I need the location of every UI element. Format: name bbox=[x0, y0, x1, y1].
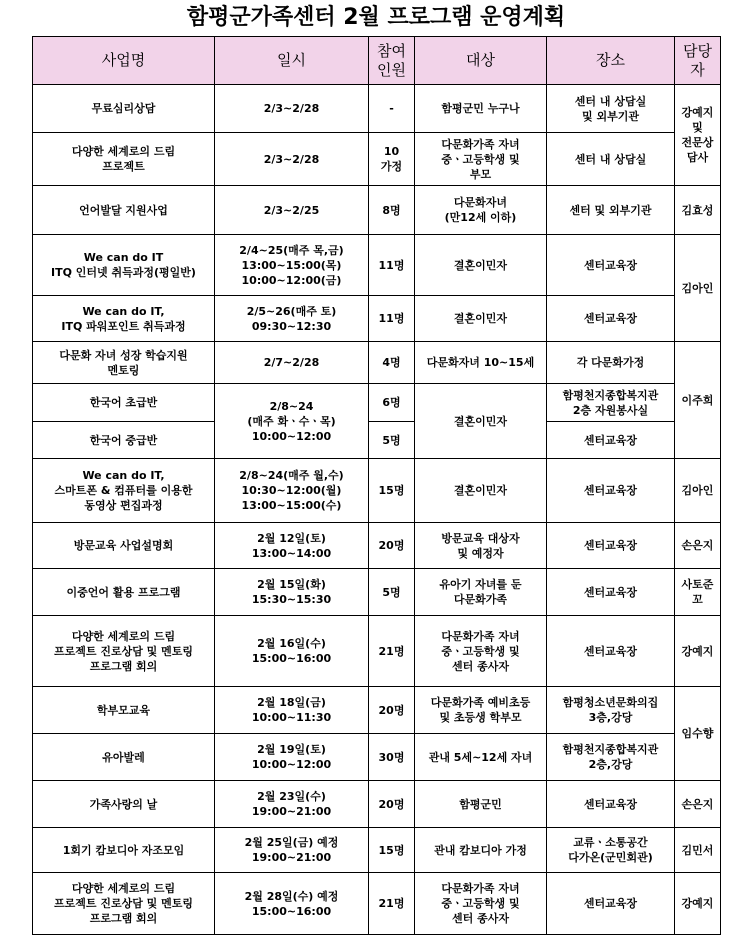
table-row bbox=[33, 296, 721, 342]
cell-datetime: 2월 19일(토) 10:00~12:00 bbox=[215, 734, 369, 781]
cell-place: 센터교육장 bbox=[547, 616, 675, 687]
cell-datetime: 2월 18일(금) 10:00~11:30 bbox=[215, 687, 369, 734]
cell-datetime: 2월 16일(수) 15:00~16:00 bbox=[215, 616, 369, 687]
cell-place: 교류ㆍ소통공간 다가온(군민회관) bbox=[547, 828, 675, 873]
cell-participants: 21명 bbox=[369, 616, 415, 687]
table-row bbox=[33, 616, 721, 687]
header-target: 대상 bbox=[415, 37, 547, 85]
cell-program: 다양한 세계로의 드림 프로젝트 진로상담 및 멘토링 프로그램 회의 bbox=[33, 873, 215, 935]
table-row bbox=[33, 873, 721, 935]
cell-target: 결혼이민자 bbox=[415, 459, 547, 523]
cell-manager: 손은지 bbox=[675, 781, 721, 828]
table-row bbox=[33, 384, 721, 422]
cell-place: 센터 및 외부기관 bbox=[547, 186, 675, 235]
header-datetime: 일시 bbox=[215, 37, 369, 85]
cell-manager: 김아인 bbox=[675, 235, 721, 342]
cell-participants: 15명 bbox=[369, 459, 415, 523]
cell-participants: 15명 bbox=[369, 828, 415, 873]
cell-place: 센터 내 상담실 bbox=[547, 133, 675, 186]
cell-target: 다문화가족 예비초등 및 초등생 학부모 bbox=[415, 687, 547, 734]
cell-datetime: 2/3~2/28 bbox=[215, 85, 369, 133]
cell-manager: 김민서 bbox=[675, 828, 721, 873]
cell-participants: 10 가정 bbox=[369, 133, 415, 186]
cell-participants: 11명 bbox=[369, 235, 415, 296]
header-manager: 담당자 bbox=[675, 37, 721, 85]
cell-participants: 4명 bbox=[369, 342, 415, 384]
cell-place: 센터교육장 bbox=[547, 235, 675, 296]
cell-program: 무료심리상담 bbox=[33, 85, 215, 133]
table-row bbox=[33, 523, 721, 569]
cell-program: 가족사랑의 날 bbox=[33, 781, 215, 828]
cell-place: 센터교육장 bbox=[547, 459, 675, 523]
cell-place: 센터교육장 bbox=[547, 296, 675, 342]
cell-participants: 21명 bbox=[369, 873, 415, 935]
cell-program: We can do IT ITQ 인터넷 취득과정(평일반) bbox=[33, 235, 215, 296]
cell-program: 다문화 자녀 성장 학습지원 멘토링 bbox=[33, 342, 215, 384]
cell-datetime: 2/8~24 (매주 화ㆍ수ㆍ목) 10:00~12:00 bbox=[215, 384, 369, 459]
cell-place: 센터교육장 bbox=[547, 569, 675, 616]
cell-program: 1회기 캄보디아 자조모임 bbox=[33, 828, 215, 873]
cell-target: 다문화자녀 10~15세 bbox=[415, 342, 547, 384]
cell-place: 센터교육장 bbox=[547, 422, 675, 459]
cell-participants: 6명 bbox=[369, 384, 415, 422]
cell-place: 함평청소년문화의집 3층,강당 bbox=[547, 687, 675, 734]
cell-target: 방문교육 대상자 및 예정자 bbox=[415, 523, 547, 569]
cell-datetime: 2월 23일(수) 19:00~21:00 bbox=[215, 781, 369, 828]
cell-program: 방문교육 사업설명회 bbox=[33, 523, 215, 569]
cell-program: We can do IT, 스마트폰 & 컴퓨터를 이용한 동영상 편집과정 bbox=[33, 459, 215, 523]
cell-datetime: 2/7~2/28 bbox=[215, 342, 369, 384]
table-header-row bbox=[33, 37, 721, 85]
table-row bbox=[33, 687, 721, 734]
cell-target: 다문화가족 자녀 중ㆍ고등학생 및 부모 bbox=[415, 133, 547, 186]
cell-program: 다양한 세계로의 드림 프로젝트 bbox=[33, 133, 215, 186]
cell-place: 센터 내 상담실 및 외부기관 bbox=[547, 85, 675, 133]
cell-target: 함평군민 bbox=[415, 781, 547, 828]
cell-manager: 강예지 및 전문상담사 bbox=[675, 85, 721, 186]
cell-place: 함평천지종합복지관 2층 자원봉사실 bbox=[547, 384, 675, 422]
cell-place: 센터교육장 bbox=[547, 523, 675, 569]
cell-program: 한국어 중급반 bbox=[33, 422, 215, 459]
table-row bbox=[33, 422, 721, 459]
cell-target: 다문화가족 자녀 중ㆍ고등학생 및 센터 종사자 bbox=[415, 616, 547, 687]
cell-participants: 30명 bbox=[369, 734, 415, 781]
header-program: 사업명 bbox=[33, 37, 215, 85]
cell-datetime: 2/5~26(매주 토) 09:30~12:30 bbox=[215, 296, 369, 342]
cell-target: 관내 5세~12세 자녀 bbox=[415, 734, 547, 781]
cell-program: 언어발달 지원사업 bbox=[33, 186, 215, 235]
cell-place: 센터교육장 bbox=[547, 873, 675, 935]
cell-manager: 강예지 bbox=[675, 873, 721, 935]
cell-participants: 5명 bbox=[369, 422, 415, 459]
table-row bbox=[33, 85, 721, 133]
cell-manager: 김효성 bbox=[675, 186, 721, 235]
cell-program: 유아발레 bbox=[33, 734, 215, 781]
cell-participants: 5명 bbox=[369, 569, 415, 616]
cell-place: 센터교육장 bbox=[547, 781, 675, 828]
cell-datetime: 2/3~2/28 bbox=[215, 133, 369, 186]
table-row bbox=[33, 186, 721, 235]
cell-datetime: 2월 28일(수) 예정 15:00~16:00 bbox=[215, 873, 369, 935]
cell-target: 관내 캄보디아 가정 bbox=[415, 828, 547, 873]
program-schedule-table bbox=[32, 36, 721, 935]
cell-datetime: 2/3~2/25 bbox=[215, 186, 369, 235]
table-row bbox=[33, 828, 721, 873]
cell-manager: 손은지 bbox=[675, 523, 721, 569]
cell-participants: 11명 bbox=[369, 296, 415, 342]
cell-program: We can do IT, ITQ 파워포인트 취득과정 bbox=[33, 296, 215, 342]
cell-target: 유아기 자녀를 둔 다문화가족 bbox=[415, 569, 547, 616]
cell-manager: 김아인 bbox=[675, 459, 721, 523]
cell-place: 함평천지종합복지관 2층,강당 bbox=[547, 734, 675, 781]
cell-program: 다양한 세계로의 드림 프로젝트 진로상담 및 멘토링 프로그램 회의 bbox=[33, 616, 215, 687]
table-row bbox=[33, 459, 721, 523]
cell-datetime: 2월 12일(토) 13:00~14:00 bbox=[215, 523, 369, 569]
cell-manager: 사토준꼬 bbox=[675, 569, 721, 616]
cell-participants: 20명 bbox=[369, 687, 415, 734]
cell-target: 결혼이민자 bbox=[415, 296, 547, 342]
cell-program: 이중언어 활용 프로그램 bbox=[33, 569, 215, 616]
table-row bbox=[33, 235, 721, 296]
cell-place: 각 다문화가정 bbox=[547, 342, 675, 384]
cell-datetime: 2/4~25(매주 목,금) 13:00~15:00(목) 10:00~12:00(금) bbox=[215, 235, 369, 296]
cell-datetime: 2월 15일(화) 15:30~15:30 bbox=[215, 569, 369, 616]
table-row bbox=[33, 569, 721, 616]
cell-manager: 이주희 bbox=[675, 342, 721, 459]
table-row bbox=[33, 342, 721, 384]
cell-datetime: 2월 25일(금) 예정 19:00~21:00 bbox=[215, 828, 369, 873]
cell-program: 학부모교육 bbox=[33, 687, 215, 734]
cell-datetime: 2/8~24(매주 월,수) 10:30~12:00(월) 13:00~15:00(수) bbox=[215, 459, 369, 523]
header-participants: 참여 인원 bbox=[369, 37, 415, 85]
cell-participants: 20명 bbox=[369, 523, 415, 569]
cell-manager: 강예지 bbox=[675, 616, 721, 687]
cell-participants: - bbox=[369, 85, 415, 133]
cell-target: 결혼이민자 bbox=[415, 384, 547, 459]
table-row bbox=[33, 133, 721, 186]
table-row bbox=[33, 734, 721, 781]
header-place: 장소 bbox=[547, 37, 675, 85]
cell-target: 다문화가족 자녀 중ㆍ고등학생 및 센터 종사자 bbox=[415, 873, 547, 935]
cell-program: 한국어 초급반 bbox=[33, 384, 215, 422]
cell-target: 결혼이민자 bbox=[415, 235, 547, 296]
table-row bbox=[33, 781, 721, 828]
cell-participants: 8명 bbox=[369, 186, 415, 235]
cell-manager: 임수향 bbox=[675, 687, 721, 781]
cell-target: 함평군민 누구나 bbox=[415, 85, 547, 133]
cell-target: 다문화자녀 (만12세 이하) bbox=[415, 186, 547, 235]
cell-participants: 20명 bbox=[369, 781, 415, 828]
document-title: 함평군가족센터 2월 프로그램 운영계획 bbox=[186, 5, 566, 30]
